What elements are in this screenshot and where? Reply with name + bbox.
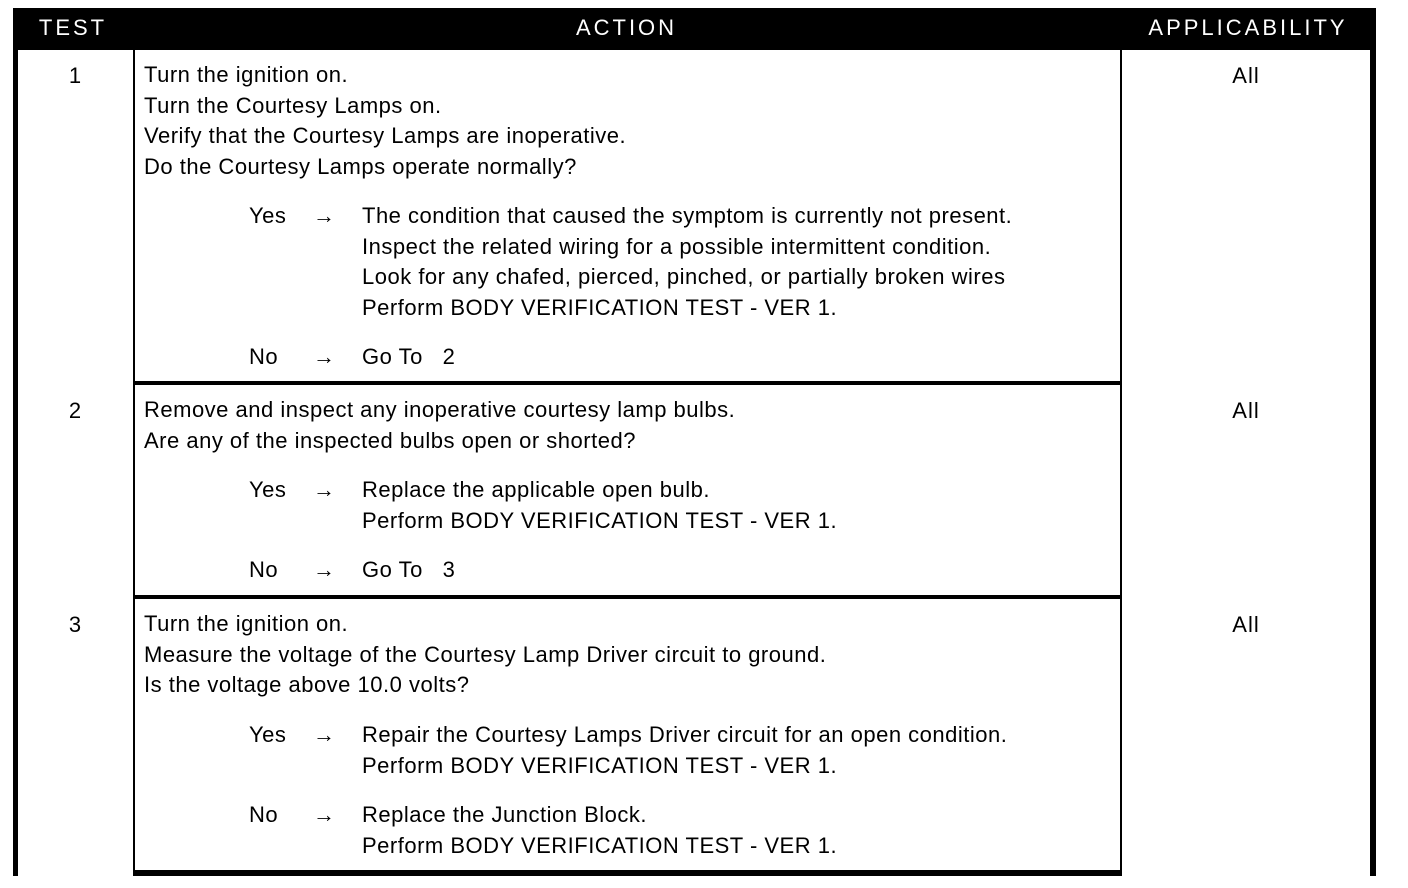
yes-line: Look for any chafed, pierced, pinched, or partially broken wires (362, 264, 1006, 289)
table-row-3-test: 3 (18, 599, 133, 883)
no-line: Go To 2 (362, 344, 456, 369)
row-3-steps (144, 609, 826, 701)
no-text (362, 555, 455, 586)
header-action: ACTION (575, 15, 678, 40)
table-row-1-applicability: All (1122, 50, 1370, 394)
yes-label: Yes (249, 477, 287, 502)
no-text (362, 800, 837, 861)
arrow-right-icon: → (313, 477, 336, 502)
no-label: No (249, 344, 279, 369)
yes-line: Inspect the related wiring for a possible intermittent condition. (362, 233, 992, 259)
yes-text (362, 475, 837, 536)
yes-line: Perform BODY VERIFICATION TEST - VER 1. (362, 507, 838, 533)
header-test: TEST (38, 15, 108, 40)
row-1-steps (144, 60, 626, 182)
yes-line: The condition that caused the symptom is currently not present. (362, 203, 1013, 228)
arrow-right-icon: → (313, 203, 336, 228)
yes-text (362, 201, 1012, 323)
table-row-1-test: 1 (18, 50, 133, 394)
yes-line: Replace the applicable open bulb. (362, 477, 710, 502)
table-row-2-test: 2 (18, 385, 133, 608)
no-line: Replace the Junction Block. (362, 802, 647, 827)
yes-line: Repair the Courtesy Lamps Driver circuit for an open condition. (362, 722, 1008, 747)
arrow-right-icon: → (313, 344, 336, 369)
yes-line: Perform BODY VERIFICATION TEST - VER 1. (362, 294, 838, 320)
no-line: Go To 3 (362, 557, 456, 582)
yes-label: Yes (249, 203, 287, 228)
row-3-step: Turn the ignition on. (144, 611, 349, 636)
row-1-step: Do the Courtesy Lamps operate normally? (144, 153, 577, 179)
table-row-3-applicability: All (1122, 599, 1370, 883)
row-1-step: Verify that the Courtesy Lamps are inoperative. (144, 123, 627, 148)
row-2-steps (144, 395, 735, 456)
yes-label: Yes (249, 722, 287, 747)
table-row-2-applicability: All (1122, 385, 1370, 608)
row-3-step: Measure the voltage of the Courtesy Lamp Driver circuit to ground. (144, 641, 827, 667)
row-1-step: Turn the Courtesy Lamps on. (144, 92, 442, 118)
no-label: No (249, 557, 279, 582)
arrow-right-icon: → (313, 557, 336, 582)
row-1-step: Turn the ignition on. (144, 62, 349, 87)
arrow-right-icon: → (313, 722, 336, 747)
arrow-right-icon: → (313, 802, 336, 827)
yes-text (362, 720, 1007, 781)
table-row-2-action (135, 385, 1120, 595)
no-line: Perform BODY VERIFICATION TEST - VER 1. (362, 832, 838, 858)
row-2-step: Are any of the inspected bulbs open or shorted? (144, 427, 636, 453)
header-applicability: APPLICABILITY (1148, 15, 1348, 40)
yes-line: Perform BODY VERIFICATION TEST - VER 1. (362, 752, 838, 778)
no-label: No (249, 802, 279, 827)
row-3-step: Is the voltage above 10.0 volts? (144, 672, 470, 697)
no-text (362, 342, 455, 373)
table-row-3-action (135, 599, 1120, 870)
diagnostic-table (13, 8, 1376, 876)
table-row-1-action (135, 50, 1120, 381)
row-2-step: Remove and inspect any inoperative courtesy lamp bulbs. (144, 397, 736, 422)
